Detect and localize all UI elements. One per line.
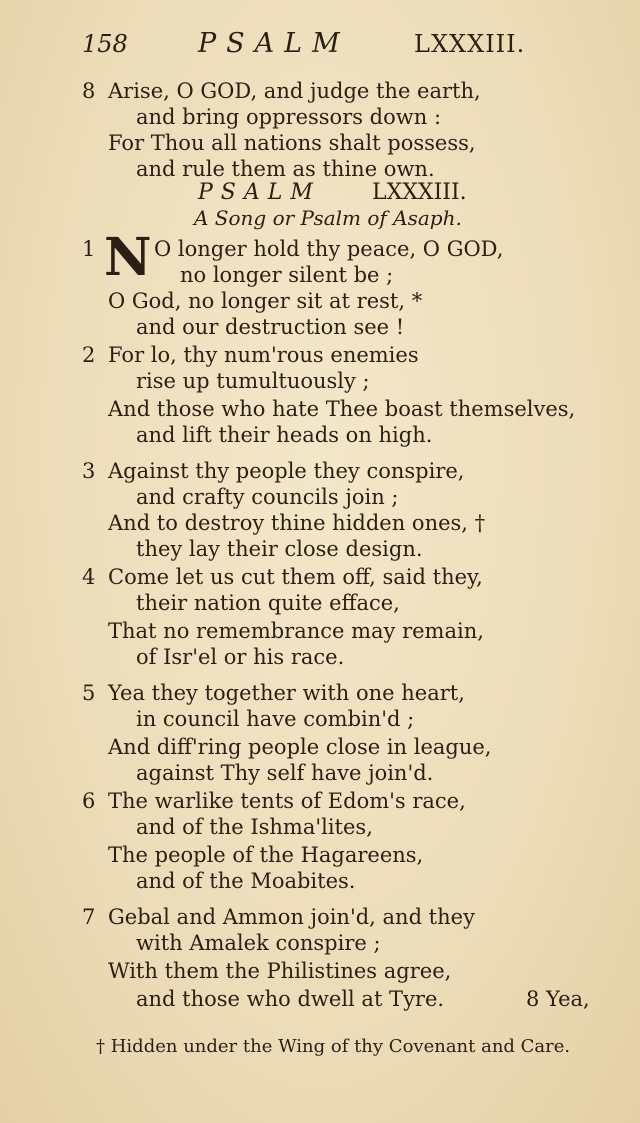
psalm-title: PSALM (198, 180, 321, 205)
verse-line: And to destroy thine hidden ones, † (108, 511, 486, 535)
verse-line: of Isr'el or his race. (136, 645, 345, 669)
verse-number: 5 (82, 681, 96, 705)
verse-number: 7 (82, 905, 96, 929)
verse-line: rise up tumultuously ; (136, 369, 370, 393)
verse-line: That no remembrance may remain, (108, 619, 484, 643)
verse-line: and those who dwell at Tyre. (136, 987, 445, 1011)
verse-line: Against thy people they conspire, (108, 459, 465, 483)
verse-line: they lay their close design. (136, 537, 423, 561)
verse-line: and rule them as thine own. (136, 157, 435, 181)
verse-line: O God, no longer sit at rest, * (108, 289, 423, 313)
verse-line: For lo, thy num'rous enemies (108, 343, 419, 367)
verse-line: And those who hate Thee boast themselves, (108, 397, 576, 421)
verse-line: The warlike tents of Edom's race, (108, 789, 466, 813)
verse-number: 6 (82, 789, 96, 813)
verse-line: their nation quite efface, (136, 591, 400, 615)
verse-line: no longer silent be ; (180, 263, 394, 287)
verse-line: in council have combin'd ; (136, 707, 415, 731)
psalm-number: LXXXIII. (372, 180, 467, 205)
verse-number: 8 (82, 79, 96, 103)
verse-line: against Thy self have join'd. (136, 761, 434, 785)
verse-line: With them the Philistines agree, (108, 959, 452, 983)
verse-line: Gebal and Ammon join'd, and they (108, 905, 475, 929)
verse-line: and crafty councils join ; (136, 485, 399, 509)
verse-line: Yea they together with one heart, (108, 681, 465, 705)
verse-line: Arise, O GOD, and judge the earth, (108, 79, 481, 103)
footnote: † Hidden under the Wing of thy Covenant and Care. (96, 1036, 571, 1057)
verse-line: and lift their heads on high. (136, 423, 433, 447)
verse-line: Come let us cut them off, said they, (108, 565, 483, 589)
verse-line: and our destruction see ! (136, 315, 405, 339)
catchword: 8 Yea, (526, 987, 590, 1011)
psalm-subheading: A Song or Psalm of Asaph. (194, 206, 462, 230)
verse-line: The people of the Hagareens, (108, 843, 424, 867)
verse-number: 1 (82, 237, 96, 261)
verse-number: 4 (82, 565, 96, 589)
verse-number: 2 (82, 343, 96, 367)
verse-line: and of the Moabites. (136, 869, 356, 893)
running-psalm-number: LXXXIII. (414, 30, 526, 58)
verse-line: O longer hold thy peace, O GOD, (154, 237, 504, 261)
verse-line: and bring oppressors down : (136, 105, 442, 129)
verse-line: And diff'ring people close in league, (108, 735, 492, 759)
running-title: PSALM (198, 28, 350, 59)
verse-line: and of the Ishma'lites, (136, 815, 373, 839)
verse-line: For Thou all nations shalt possess, (108, 131, 476, 155)
verse-number: 3 (82, 459, 96, 483)
verse-line: with Amalek conspire ; (136, 931, 381, 955)
drop-cap: N (104, 227, 152, 288)
page-number: 158 (82, 30, 128, 58)
